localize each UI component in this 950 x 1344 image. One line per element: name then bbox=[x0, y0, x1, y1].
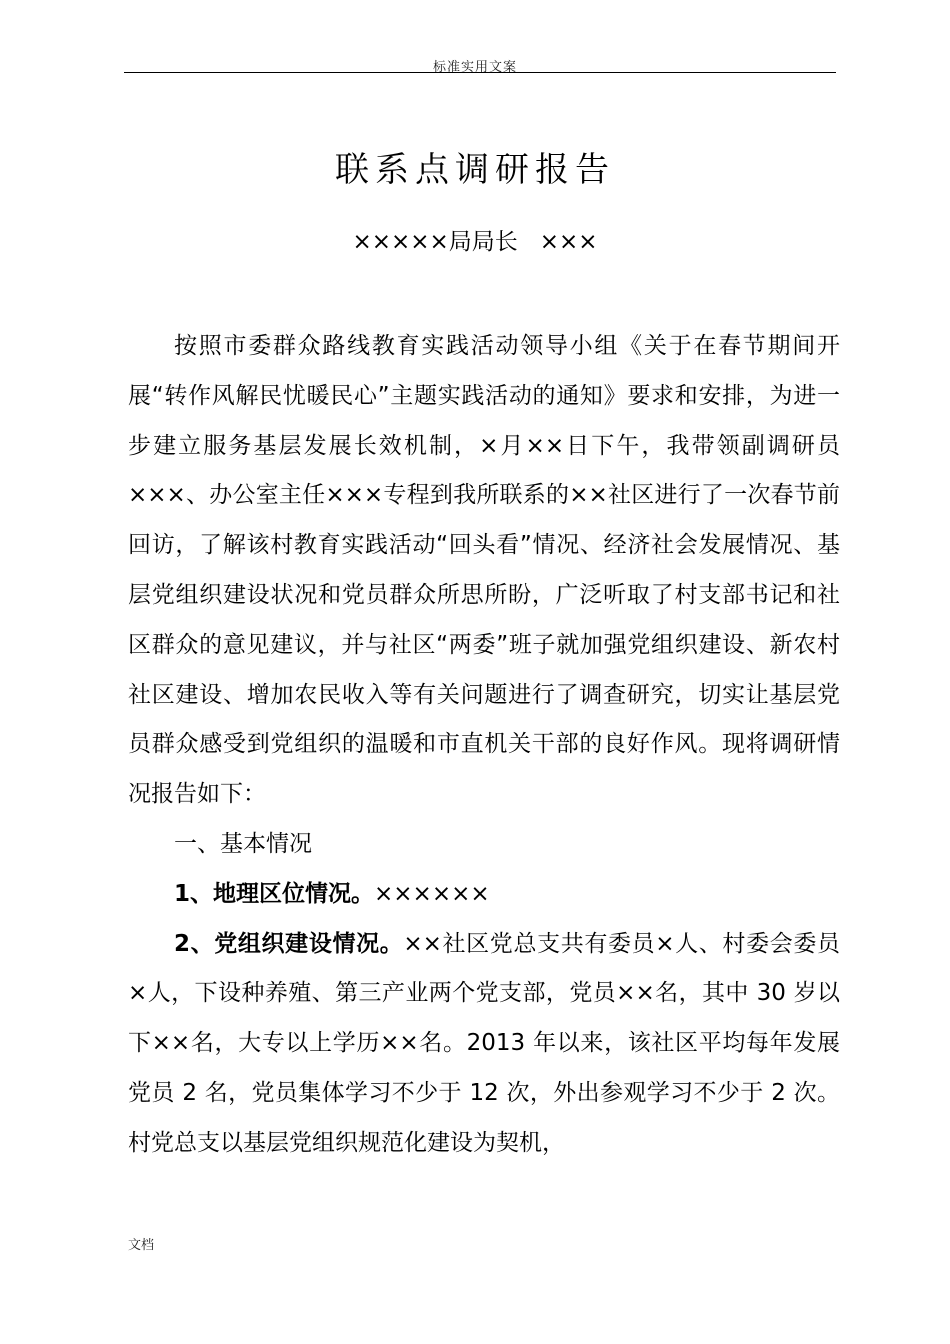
header-divider bbox=[124, 72, 836, 73]
document-title: 联系点调研报告 bbox=[335, 150, 615, 190]
paragraph-text: ×××××× bbox=[374, 880, 490, 907]
paragraph-intro bbox=[128, 322, 840, 820]
paragraph-lead: 2、党组织建设情况。 bbox=[174, 930, 404, 957]
paragraph-text: ××社区党总支共有委员×人、村委会委员×人，下设种养殖、第三产业两个党支部，党员××名，其中 30 岁以下××名，大专以上学历××名。2013 年以来，该社区平均每年发展党员 2 名，党员集体学习不少于 12 次，外出参观学习不少于 2 次。村党总支以基层党组织规范化建设为契机， bbox=[128, 930, 840, 1156]
paragraph-text: 按照市委群众路线教育实践活动领导小组《关于在春节期间开展“转作风解民忧暖民心”主题实践活动的通知》要求和安排，为进一步建立服务基层发展长效机制，×月××日下午，我带领副调研员×××、办公室主任×××专程到我所联系的××社区进行了一次春节前回访，了解该村教育实践活动“回头看”情况、经济社会发展情况、基层党组织建设状况和党员群众所思所盼，广泛听取了村支部书记和社区群众的意见建议，并与社区“两委”班子就加强党组织建设、新农村社区建设、增加农民收入等有关问题进行了调查研究，切实让基层党员群众感受到党组织的温暖和市直机关干部的良好作风。现将调研情况报告如下： bbox=[128, 333, 840, 808]
paragraph-text: 一、基本情况 bbox=[174, 830, 312, 857]
paragraph-geography bbox=[128, 870, 840, 920]
author-line: ×××××局局长 ××× bbox=[352, 229, 598, 255]
section-heading-basic bbox=[128, 820, 840, 870]
paragraph-party-building bbox=[128, 920, 840, 1169]
page-header-label: 标准实用文案 bbox=[432, 60, 517, 75]
page-footer-label: 文档 bbox=[128, 1238, 155, 1253]
document-body bbox=[128, 322, 840, 1169]
paragraph-lead: 1、地理区位情况。 bbox=[174, 880, 375, 907]
